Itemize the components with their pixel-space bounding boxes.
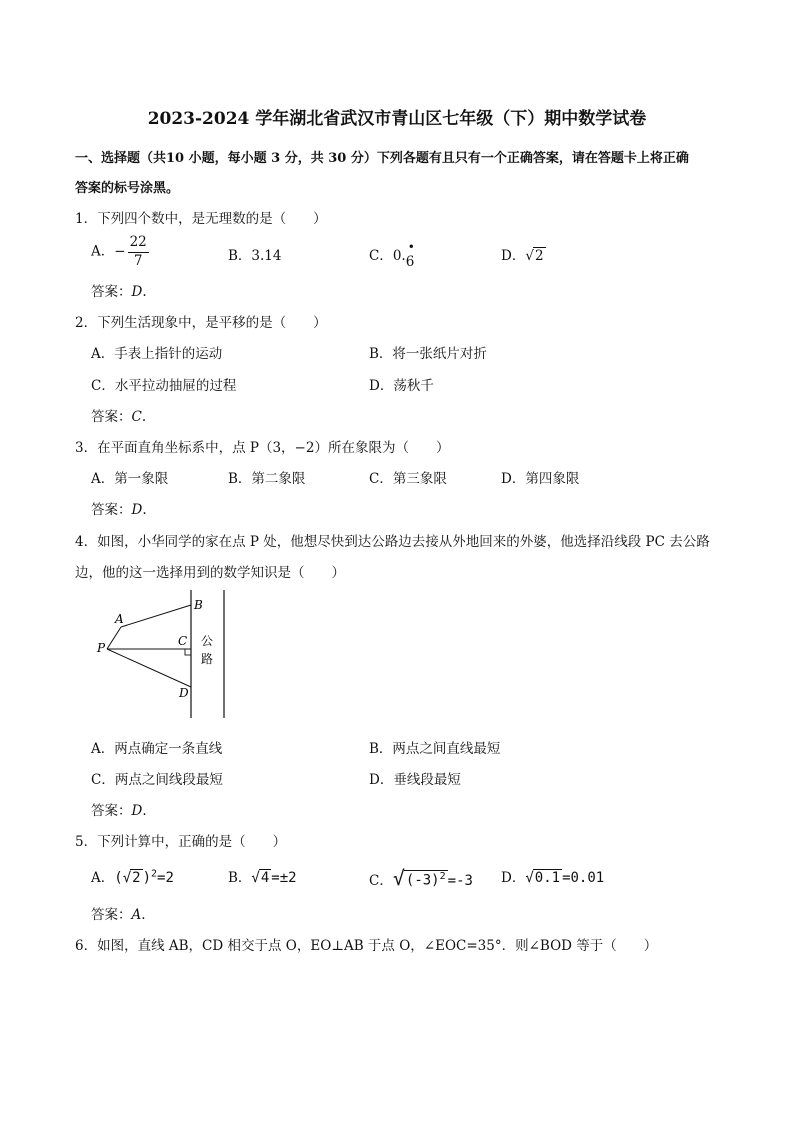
q4-option-c: C．两点之间线段最短 xyxy=(91,772,223,788)
q1-fraction-numerator: 22 xyxy=(128,236,149,253)
q3-option-d: D．第四象限 xyxy=(501,471,580,487)
q4-option-d: D．垂线段最短 xyxy=(369,772,461,788)
sqrt-icon: √ xyxy=(392,866,405,890)
q5-option-b-label: B． xyxy=(228,870,252,886)
q1-option-d xyxy=(501,244,546,264)
section-instructions-line1: 一、选择题（共10 小题，每小题 3 分，共 30 分）下列各题有且只有一个正确答案，请在答题卡上将正确 xyxy=(75,151,689,166)
q3-option-c: C．第三象限 xyxy=(369,471,447,487)
label-c: C xyxy=(178,634,188,648)
sqrt-icon: √ xyxy=(525,248,534,264)
segment-pd xyxy=(107,649,191,687)
page-title: 2023-2024 学年湖北省武汉市青山区七年级（下）期中数学试卷 xyxy=(147,109,647,129)
q5-option-a-label: A． xyxy=(91,870,115,886)
question-1-answer: 答案：D. xyxy=(91,284,147,300)
q1-fraction-denominator: 7 xyxy=(133,252,143,269)
q1-option-c-label: C．0. xyxy=(369,248,406,264)
q1-repeating-digit: • 6 xyxy=(405,240,415,270)
question-5-answer: 答案：A. xyxy=(91,907,146,923)
question-3-answer: 答案：D. xyxy=(91,502,147,518)
answer-letter: D xyxy=(131,803,143,819)
road-label-2: 路 xyxy=(201,652,214,666)
label-d: D xyxy=(179,686,189,700)
question-2-answer: 答案：C. xyxy=(91,409,147,425)
q3-option-b: B．第二象限 xyxy=(228,471,306,487)
road-label-1: 公 xyxy=(201,634,214,648)
q1-option-a-fraction xyxy=(128,236,149,268)
q5-option-b: B．√4 =±2 xyxy=(228,870,297,886)
answer-letter: A xyxy=(131,907,142,923)
q1-option-a-sign: − xyxy=(114,243,126,260)
q1-option-a xyxy=(91,236,149,268)
question-3-stem: 3．在平面直角坐标系中，点 P（3，−2）所在象限为（ ） xyxy=(75,440,450,456)
sqrt-icon: √ xyxy=(251,870,260,886)
question-5-stem: 5．下列计算中，正确的是（ ） xyxy=(75,834,287,850)
question-4-stem-line2: 边，他的这一选择用到的数学知识是（ ） xyxy=(75,565,345,581)
q5-option-c-label: C． xyxy=(369,873,393,889)
segment-ab xyxy=(121,605,191,627)
q5-option-c: C．$√(-3)^2 =-3$ xyxy=(369,866,473,890)
label-b: B xyxy=(194,598,203,612)
question-1-stem: 1．下列四个数中，是无理数的是（ ） xyxy=(75,211,327,227)
q1-radicand: 2 xyxy=(534,248,544,264)
sqrt-icon: √ xyxy=(122,870,132,886)
question-4-stem-line1: 4．如图，小华同学的家在点 P 处，他想尽快到达公路边去接从外地回来的外婆，他选择沿线段 PC 去公路 xyxy=(75,534,710,550)
q4-figure-road-diagram xyxy=(90,585,250,725)
label-a: A xyxy=(115,612,124,626)
sqrt-icon: √ xyxy=(525,870,534,886)
q1-option-a-label: A． xyxy=(91,243,115,260)
q4-option-a: A．两点确定一条直线 xyxy=(91,741,223,757)
q3-option-a: A．第一象限 xyxy=(91,471,169,487)
q5-option-a: A．(√2 )$^2$=2 xyxy=(91,868,174,886)
answer-letter: C xyxy=(131,409,142,425)
q1-option-b: B．3.14 xyxy=(228,248,282,264)
question-4-answer: 答案：D. xyxy=(91,803,147,819)
answer-letter: D xyxy=(131,502,143,518)
q2-option-c: C．水平拉动抽屉的过程 xyxy=(91,378,237,394)
question-2-stem: 2．下列生活现象中，是平移的是（ ） xyxy=(75,315,327,331)
segment-pa xyxy=(107,627,121,649)
q1-option-d-label: D． xyxy=(501,248,526,264)
label-p: P xyxy=(97,641,106,655)
section-instructions-line2: 答案的标号涂黑。 xyxy=(75,181,180,196)
repeat-dot-icon: • xyxy=(407,240,415,254)
q4-option-b: B．两点之间直线最短 xyxy=(369,741,501,757)
q2-option-a: A．手表上指针的运动 xyxy=(91,346,223,362)
question-6-stem: 6．如图，直线 AB，CD 相交于点 O，EO⊥AB 于点 O，∠EOC=35°．则∠BOD 等于（ ） xyxy=(75,938,658,954)
q5-option-d-label: D． xyxy=(501,870,526,886)
answer-letter: D xyxy=(131,284,143,300)
q1-option-c xyxy=(369,240,415,270)
q2-option-d: D．荡秋千 xyxy=(369,378,434,394)
q2-option-b: B．将一张纸片对折 xyxy=(369,346,487,362)
q5-option-d: D．√0.1 =0.01 xyxy=(501,870,605,886)
right-angle-icon xyxy=(185,649,191,655)
